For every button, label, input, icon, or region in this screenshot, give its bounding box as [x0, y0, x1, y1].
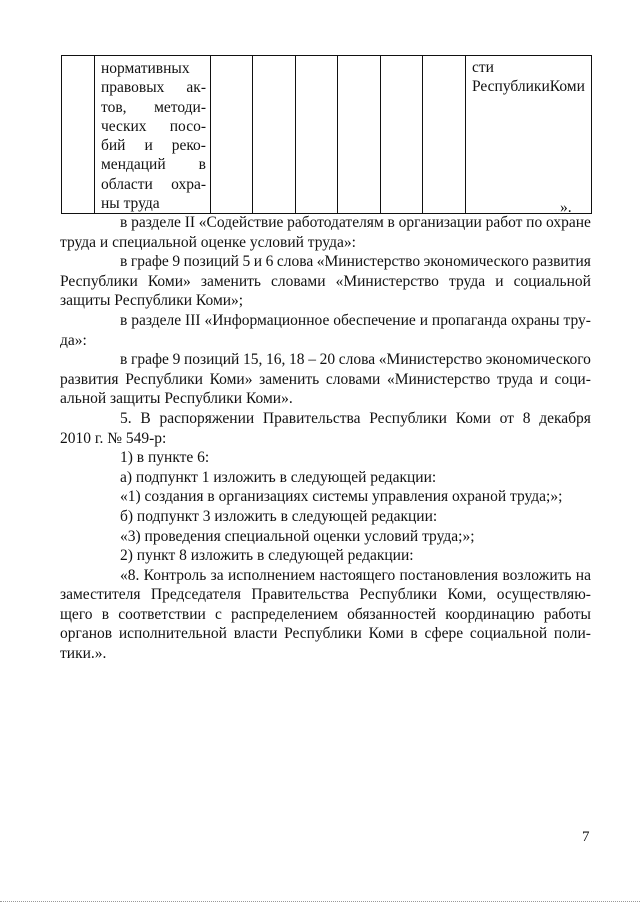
text-line: 2010 г. № 549-р: [60, 429, 167, 447]
cell-line: Коми [549, 78, 585, 96]
text-line: «8. Контроль за исполнением настоящего постановления возложить на [120, 566, 591, 584]
text-line: развития Республики Коми» заменить словами «Министерство труда и соци- [60, 370, 591, 388]
cell-line: сти Республики [472, 59, 550, 96]
text-line: щего в соответствии с распределением обязанностей координацию работы [60, 605, 591, 623]
table-cell [338, 56, 381, 214]
page-number: 7 [582, 829, 590, 845]
table-cell-responsible [466, 56, 592, 214]
table-cell-description [95, 56, 211, 214]
text-line: да»: [60, 331, 87, 349]
text-line: в разделе II «Содействие работодателям в организации работ по охране [120, 214, 591, 231]
table-cell [423, 56, 466, 214]
cell-line: тов, методи- [101, 98, 206, 116]
text-line: 2) пункт 8 изложить в следующей редакции: [120, 547, 414, 565]
cell-line: правовых ак- [101, 79, 206, 97]
cell-line: мендаций в [101, 156, 206, 174]
table-cell [296, 56, 338, 214]
table-cell [211, 56, 253, 214]
text-line: «1) создания в организациях системы управления охраной труда;»; [120, 488, 563, 506]
text-line: б) подпункт 3 изложить в следующей редакции: [120, 507, 438, 525]
text-line: органов исполнительной власти Республики Коми в сфере социальной поли- [60, 625, 591, 643]
cell-line: области охра- [101, 175, 206, 193]
closing-quote-mark: ». [560, 199, 572, 216]
body-text [60, 213, 591, 664]
table-cell [62, 56, 95, 214]
text-line: а) подпункт 1 изложить в следующей редакции: [120, 468, 437, 486]
text-line: заместителя Председателя Правительства Республики Коми, осуществляю- [60, 586, 591, 604]
text-line: тики.». [60, 645, 107, 663]
text-line: 5. В распоряжении Правительства Республики Коми от 8 декабря [120, 409, 591, 427]
cell-line: ческих посо- [101, 117, 206, 135]
cell-line: бий и реко- [101, 137, 206, 155]
text-line: Республики Коми» заменить словами «Министерство труда и социальной [60, 272, 591, 290]
text-line: «3) проведения специальной оценки условий труда;»; [120, 527, 475, 545]
text-line: альной защиты Республики Коми». [60, 390, 293, 408]
text-line: в графе 9 позиций 15, 16, 18 – 20 слова «Министерство экономического [120, 351, 591, 369]
table-row [62, 56, 592, 214]
cell-line: ны труда [101, 195, 160, 213]
table-fragment [61, 55, 592, 214]
text-line: в разделе III «Информационное обеспечение и пропаганда охраны тру- [120, 311, 591, 329]
text-line: 1) в пункте 6: [120, 449, 210, 467]
cell-line: нормативных [101, 60, 190, 77]
table-cell [381, 56, 423, 214]
table-cell [253, 56, 296, 214]
text-line: в графе 9 позиций 5 и 6 слова «Министерство экономического развития [120, 253, 591, 271]
text-line: труда и специальной оценке условий труда»: [60, 233, 356, 251]
page-bottom-edge [0, 901, 640, 903]
text-line: защиты Республики Коми»; [60, 292, 244, 310]
